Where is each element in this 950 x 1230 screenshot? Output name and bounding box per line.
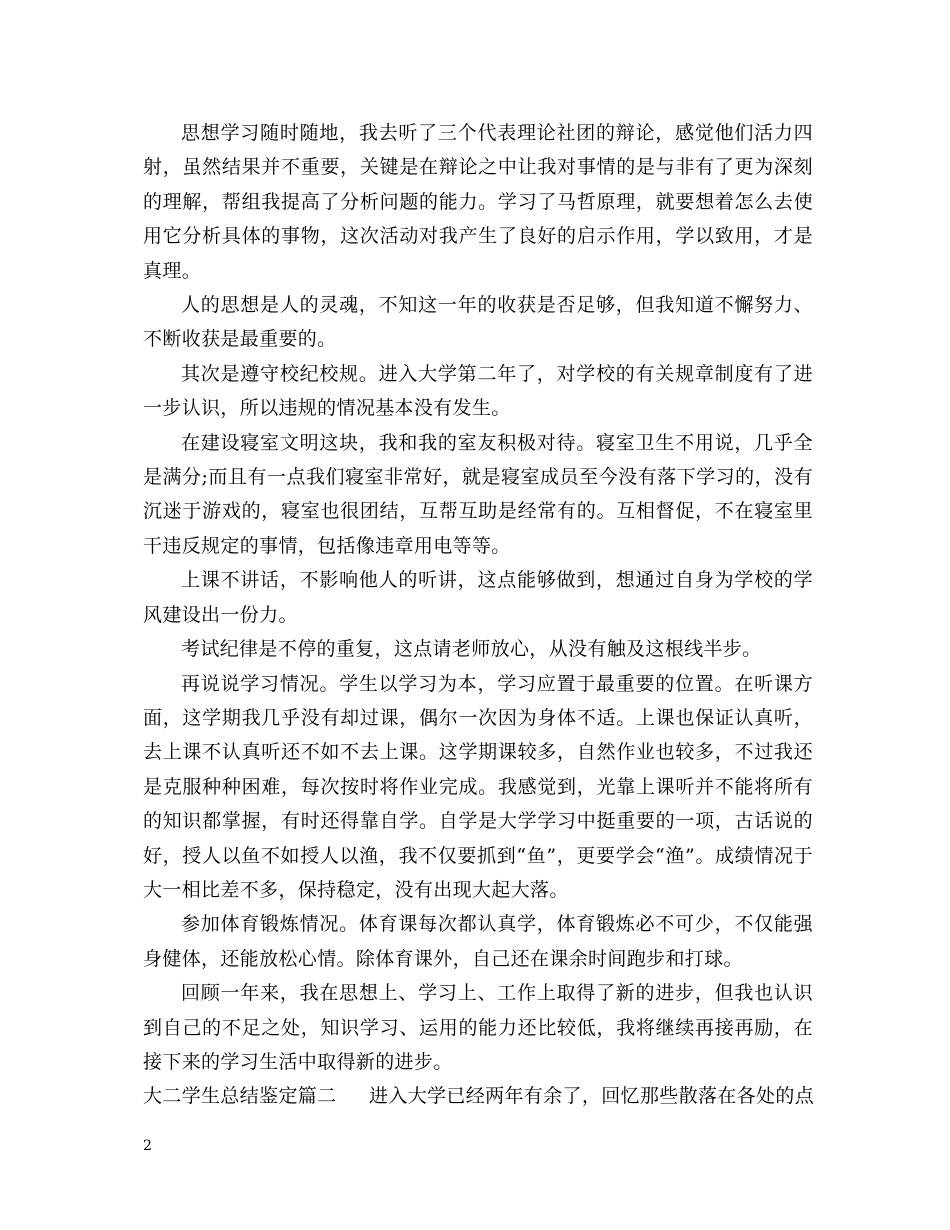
paragraph-review: 回顾一年来，我在思想上、学习上、工作上取得了新的进步，但我也认识到自己的不足之处，知识学习、运用的能力还比较低，我将继续再接再励，在接下来的学习生活中取得新的进步。 (143, 982, 813, 1073)
paragraph-dormitory: 在建设寝室文明这块，我和我的室友积极对待。寝室卫生不用说，几乎全是满分;而且有一点我们寝室非常好，就是寝室成员至今没有落下学习的，没有沉迷于游戏的，寝室也很团结，互帮互助是经常有的。互相督促，不在寝室里干违反规定的事情，包括像违章用电等等。 (143, 431, 813, 557)
section-intro-text: 进入大学已经两年有余了，回忆那些散落在各处的点 (369, 1085, 815, 1108)
paragraph-study-situation: 再说说学习情况。学生以学习为本，学习应置于最重要的位置。在听课方面，这学期我几乎没有却过课，偶尔一次因为身体不适。上课也保证认真听，去上课不认真听还不如不去上课。这学期课较多，自然作业也较多，不过我还是克服种种困难，每次按时将作业完成。我感觉到，光靠上课听并不能将所有的知识都掌握，有时还得靠自学。自学是大学学习中挺重要的一项，古话说的好，授人以鱼不如授人以渔，我不仅要抓到“鱼”，更要学会“渔”。成绩情况于大一相比差不多，保持稳定，没有出现大起大落。 (143, 672, 813, 901)
section-heading-line (143, 1079, 813, 1113)
document-body (143, 116, 813, 1114)
paragraph-soul: 人的思想是人的灵魂，不知这一年的收获是否足够，但我知道不懈努力、不断收获是最重要的。 (143, 294, 813, 351)
page-number: 2 (143, 1138, 152, 1154)
paragraph-thought-study: 思想学习随时随地，我去听了三个代表理论社团的辩论，感觉他们活力四射，虽然结果并不重要，关键是在辩论之中让我对事情的是与非有了更为深刻的理解，帮组我提高了分析问题的能力。学习了马哲原理，就要想着怎么去使用它分析具体的事物，这次活动对我产生了良好的启示作用，学以致用，才是真理。 (143, 122, 813, 282)
paragraph-sports: 参加体育锻炼情况。体育课每次都认真学，体育锻炼必不可少，不仅能强身健体，还能放松心情。除体育课外，自己还在课余时间跑步和打球。 (143, 913, 813, 970)
paragraph-school-rules: 其次是遵守校纪校规。进入大学第二年了，对学校的有关规章制度有了进一步认识，所以违规的情况基本没有发生。 (143, 362, 813, 420)
paragraph-class-discipline: 上课不讲话，不影响他人的听讲，这点能够做到，想通过自身为学校的学风建设出一份力。 (143, 569, 813, 626)
paragraph-exam-discipline: 考试纪律是不停的重复，这点请老师放心，从没有触及这根线半步。 (181, 638, 762, 661)
section-title: 大二学生总结鉴定篇二 (143, 1085, 337, 1108)
